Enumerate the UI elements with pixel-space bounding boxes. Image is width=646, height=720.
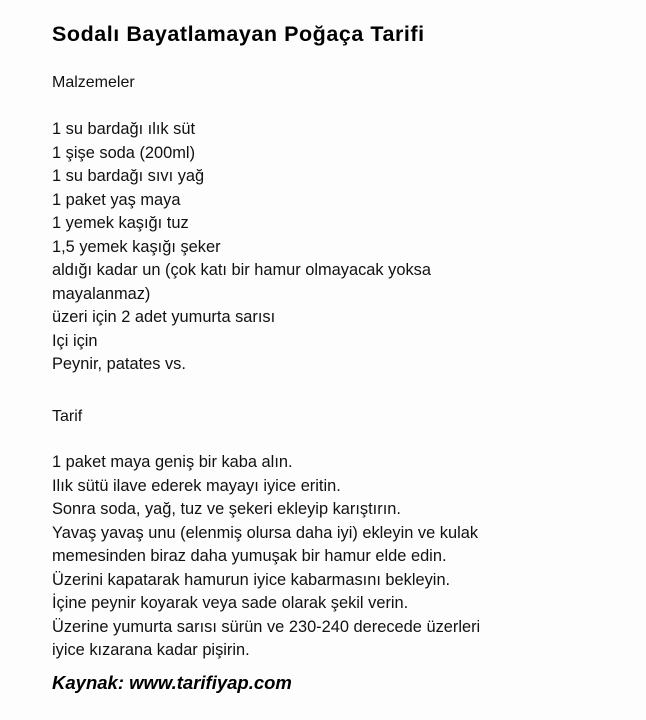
ingredient-line: 1 su bardağı ılık süt — [52, 120, 196, 138]
ingredient-line: 1 şişe soda (200ml) — [52, 143, 196, 162]
recipe-heading: Tarif — [52, 408, 83, 425]
recipe-steps — [52, 451, 480, 663]
ingredient-line: 1,5 yemek kaşığı şeker — [52, 237, 221, 256]
recipe-step: iyice kızarana kadar pişirin. — [52, 641, 250, 659]
recipe-step: Yavaş yavaş unu (elenmiş olursa daha iyi) ekleyin ve kulak — [52, 523, 479, 542]
recipe-step: 1 paket maya geniş bir kaba alın. — [52, 453, 293, 471]
ingredient-line: Içi için — [52, 331, 98, 350]
ingredients-list — [52, 118, 431, 377]
ingredient-line: Peynir, patates vs. — [52, 355, 186, 373]
recipe-step: İçine peynir koyarak veya sade olarak şekil verin. — [52, 594, 409, 612]
ingredient-line: 1 su bardağı sıvı yağ — [52, 167, 205, 185]
source-credit: Kaynak: www.tarifiyap.com — [52, 672, 292, 693]
ingredients-heading: Malzemeler — [52, 74, 135, 91]
ingredient-line: 1 yemek kaşığı tuz — [52, 214, 189, 232]
recipe-step: memesinden biraz daha yumuşak bir hamur elde edin. — [52, 547, 447, 565]
ingredient-line: aldığı kadar un (çok katı bir hamur olmayacak yoksa — [52, 261, 431, 279]
page-title: Sodalı Bayatlamayan Poğaça Tarifi — [52, 22, 425, 46]
ingredient-line: 1 paket yaş maya — [52, 190, 181, 209]
ingredient-line: üzeri için 2 adet yumurta sarısı — [52, 308, 276, 326]
recipe-step: Üzerine yumurta sarısı sürün ve 230-240 derecede üzerleri — [52, 617, 481, 636]
ingredient-line: mayalanmaz) — [52, 284, 151, 303]
recipe-step: Üzerini kapatarak hamurun iyice kabarmasını bekleyin. — [52, 570, 451, 589]
recipe-step: Ilık sütü ilave ederek mayayı iyice eritin. — [52, 476, 341, 495]
recipe-step: Sonra soda, yağ, tuz ve şekeri ekleyip karıştırın. — [52, 500, 401, 518]
